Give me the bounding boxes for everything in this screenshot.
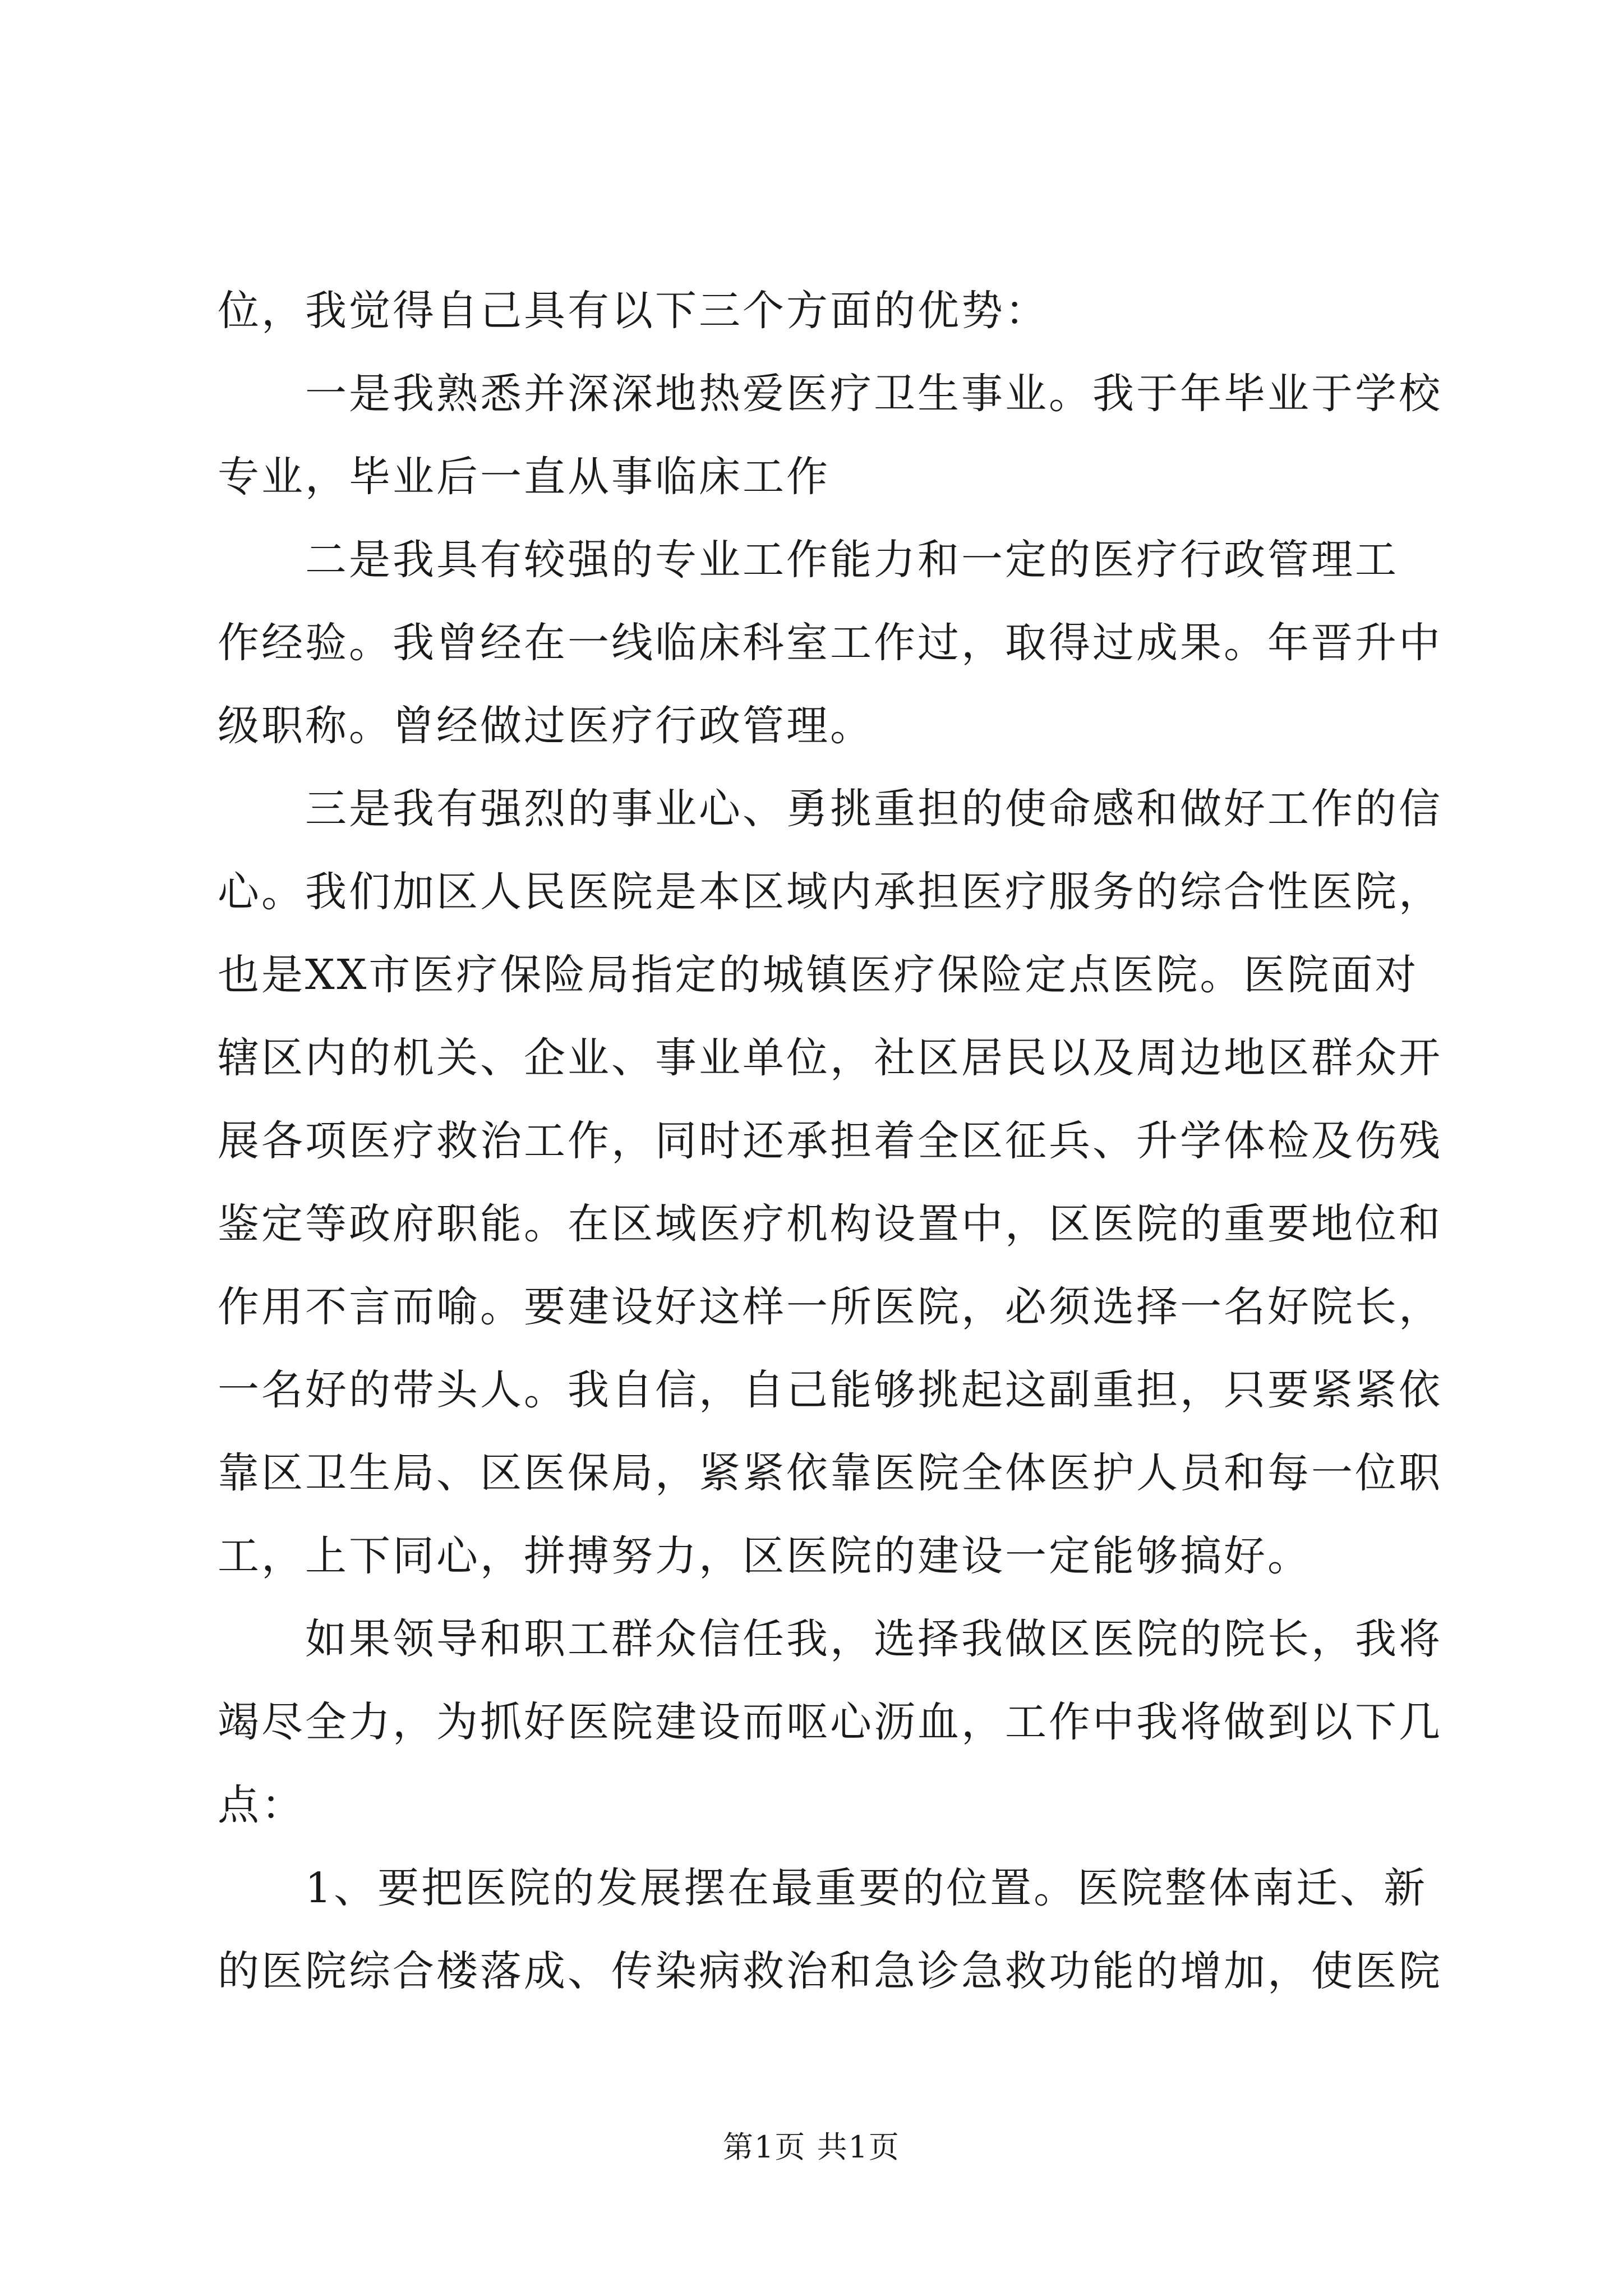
- text-line: 心。我们加区人民医院是本区域内承担医疗服务的综合性医院，: [218, 868, 1442, 916]
- text-line: 点：: [218, 1781, 305, 1829]
- text-line: 二是我具有较强的专业工作能力和一定的医疗行政管理工: [218, 536, 1399, 584]
- text-line: 辖区内的机关、企业、事业单位，社区居民以及周边地区群众开: [218, 1034, 1442, 1082]
- text-line: 三是我有强烈的事业心、勇挑重担的使命感和做好工作的信: [218, 785, 1442, 833]
- text-line: 竭尽全力，为抓好医院建设而呕心沥血，工作中我将做到以下几: [218, 1698, 1442, 1746]
- text-line: 一是我熟悉并深深地热爱医疗卫生事业。我于年毕业于学校: [218, 370, 1442, 418]
- page-number-footer: 第1页 共1页: [723, 2129, 900, 2165]
- text-line: 展各项医疗救治工作，同时还承担着全区征兵、升学体检及伤残: [218, 1117, 1442, 1165]
- text-line: 工，上下同心，拼搏努力，区医院的建设一定能够搞好。: [218, 1532, 1311, 1580]
- text-line: 靠区卫生局、区医保局，紧紧依靠医院全体医护人员和每一位职: [218, 1449, 1442, 1497]
- text-line: 位，我觉得自己具有以下三个方面的优势：: [218, 287, 1049, 335]
- text-line: 也是XX市医疗保险局指定的城镇医疗保险定点医院。医院面对: [218, 951, 1419, 999]
- text-line: 专业，毕业后一直从事临床工作: [218, 453, 830, 501]
- text-line: 的医院综合楼落成、传染病救治和急诊急救功能的增加，使医院: [218, 1947, 1442, 1995]
- text-line: 鉴定等政府职能。在区域医疗机构设置中，区医院的重要地位和: [218, 1200, 1442, 1248]
- text-line: 一名好的带头人。我自信，自己能够挑起这副重担，只要紧紧依: [218, 1366, 1442, 1414]
- text-line: 1、要把医院的发展摆在最重要的位置。医院整体南迁、新: [218, 1864, 1428, 1912]
- text-line: 如果领导和职工群众信任我，选择我做区医院的院长，我将: [218, 1615, 1442, 1663]
- text-line: 作用不言而喻。要建设好这样一所医院，必须选择一名好院长，: [218, 1283, 1442, 1331]
- document-body: [218, 269, 1442, 2013]
- text-line: 级职称。曾经做过医疗行政管理。: [218, 702, 874, 750]
- text-line: 作经验。我曾经在一线临床科室工作过，取得过成果。年晋升中: [218, 619, 1442, 667]
